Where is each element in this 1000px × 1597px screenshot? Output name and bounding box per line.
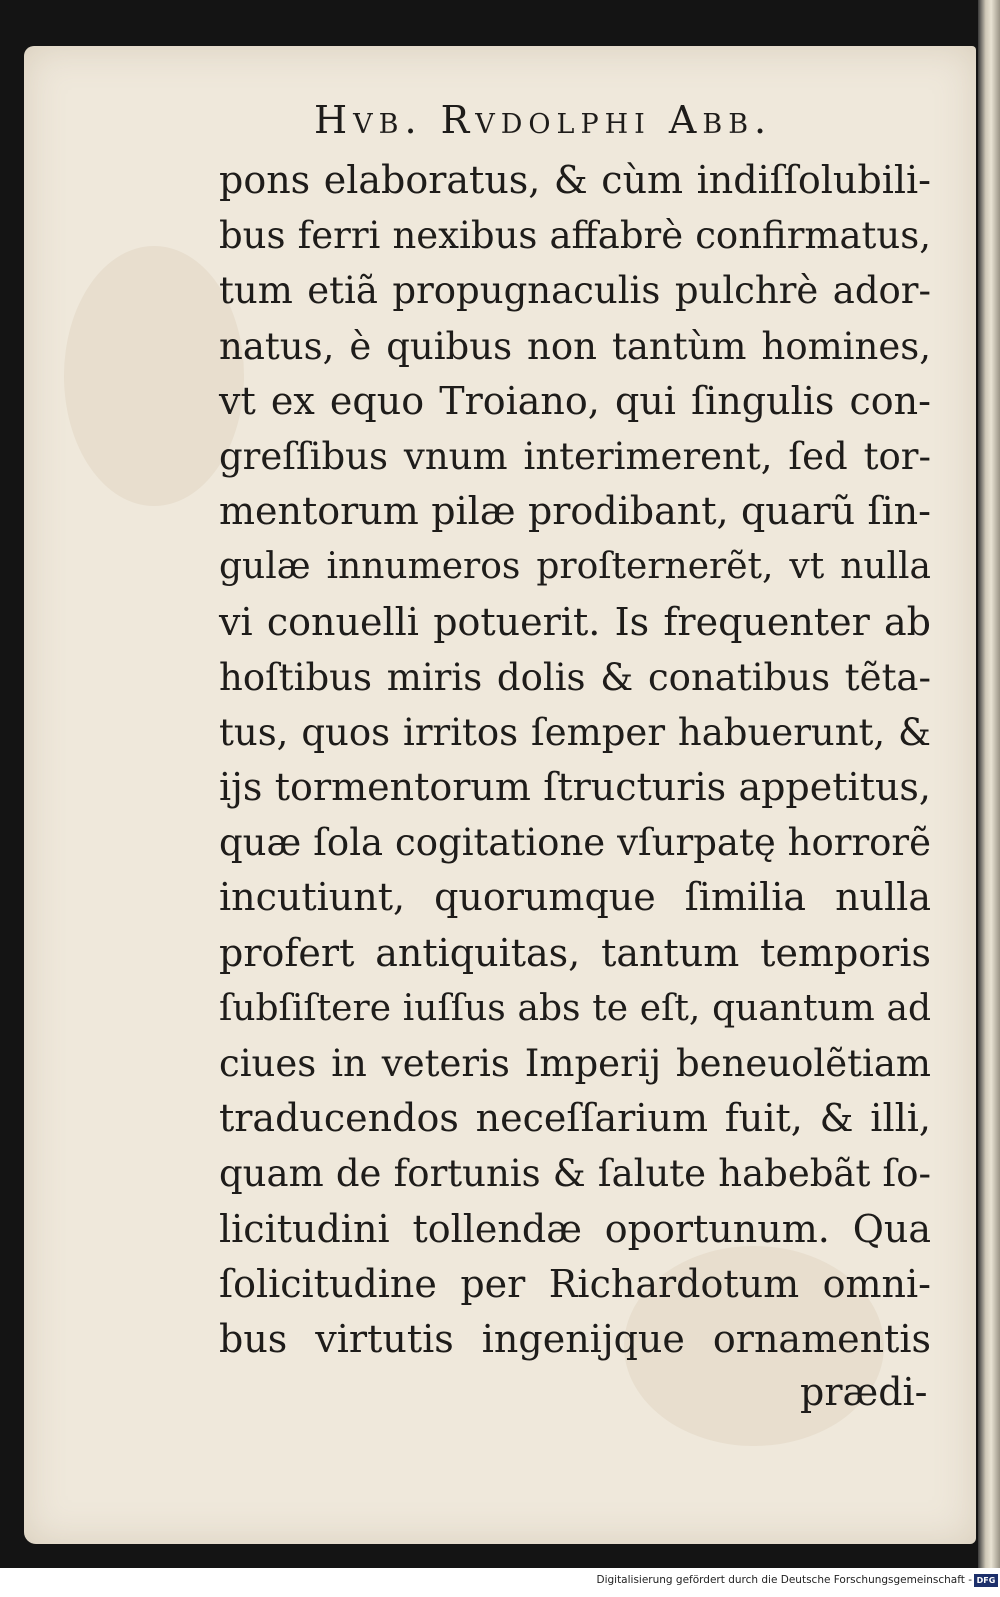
digitization-credit: Digitalisierung gefördert durch die Deutsche Forschungsgemeinschaft - [596, 1574, 972, 1586]
text-line: greſſibus vnum interimerent, ſed tor- [219, 434, 931, 478]
body-text [219, 153, 931, 1367]
text-line: profert antiquitas, tantum temporis [219, 930, 931, 975]
text-line: bus ferri nexibus affabrè confirmatus, [219, 214, 931, 258]
text-line: hoſtibus miris dolis & conatibus tẽta- [219, 655, 931, 699]
text-line: tum etiã propugnaculis pulchrè ador- [219, 269, 931, 313]
text-line: quæ ſola cogitatione vſurpatę horrorẽ [219, 821, 931, 865]
text-line: vi conuelli potuerit. Is frequenter ab [219, 599, 931, 644]
book-spine-edge [978, 0, 1000, 1568]
text-line: bus virtutis ingenijque ornamentis [219, 1316, 931, 1361]
catchword: prædi- [800, 1370, 928, 1414]
text-line: ſubſiſtere iuſſus abs te eſt, quantum ad [219, 987, 931, 1029]
text-line: licitudini tollendæ oportunum. Qua [219, 1206, 931, 1251]
text-line: ijs tormentorum ſtructuris appetitus, [219, 765, 931, 810]
text-line: ciues in veteris Imperij beneuolẽtiam [219, 1042, 931, 1085]
book-page [24, 46, 976, 1544]
text-line: natus, è quibus non tantùm homines, [219, 324, 931, 368]
text-line: gulæ innumeros proſternerẽt, vt nulla [219, 546, 931, 588]
text-line: ſolicitudine per Richardotum omni- [219, 1261, 931, 1306]
text-line: traducendos neceſſarium fuit, & illi, [219, 1096, 931, 1141]
text-line: incutiunt, quorumque ſimilia nulla [219, 875, 931, 920]
text-line: tus, quos irritos ſemper habuerunt, & [219, 710, 931, 754]
text-line: pons elaboratus, & cùm indiſſolubili- [219, 158, 931, 202]
text-line: mentorum pilæ prodibant, quarũ ſin- [219, 489, 931, 534]
text-line: quam de fortunis & ſalute habebãt ſo- [219, 1152, 931, 1196]
text-line: vt ex equo Troiano, qui ſingulis con- [219, 378, 931, 423]
dfg-logo: DFG [974, 1574, 998, 1587]
running-head: Hvb. Rvdolphi Abb. [314, 98, 773, 142]
paper-stain [64, 246, 244, 506]
